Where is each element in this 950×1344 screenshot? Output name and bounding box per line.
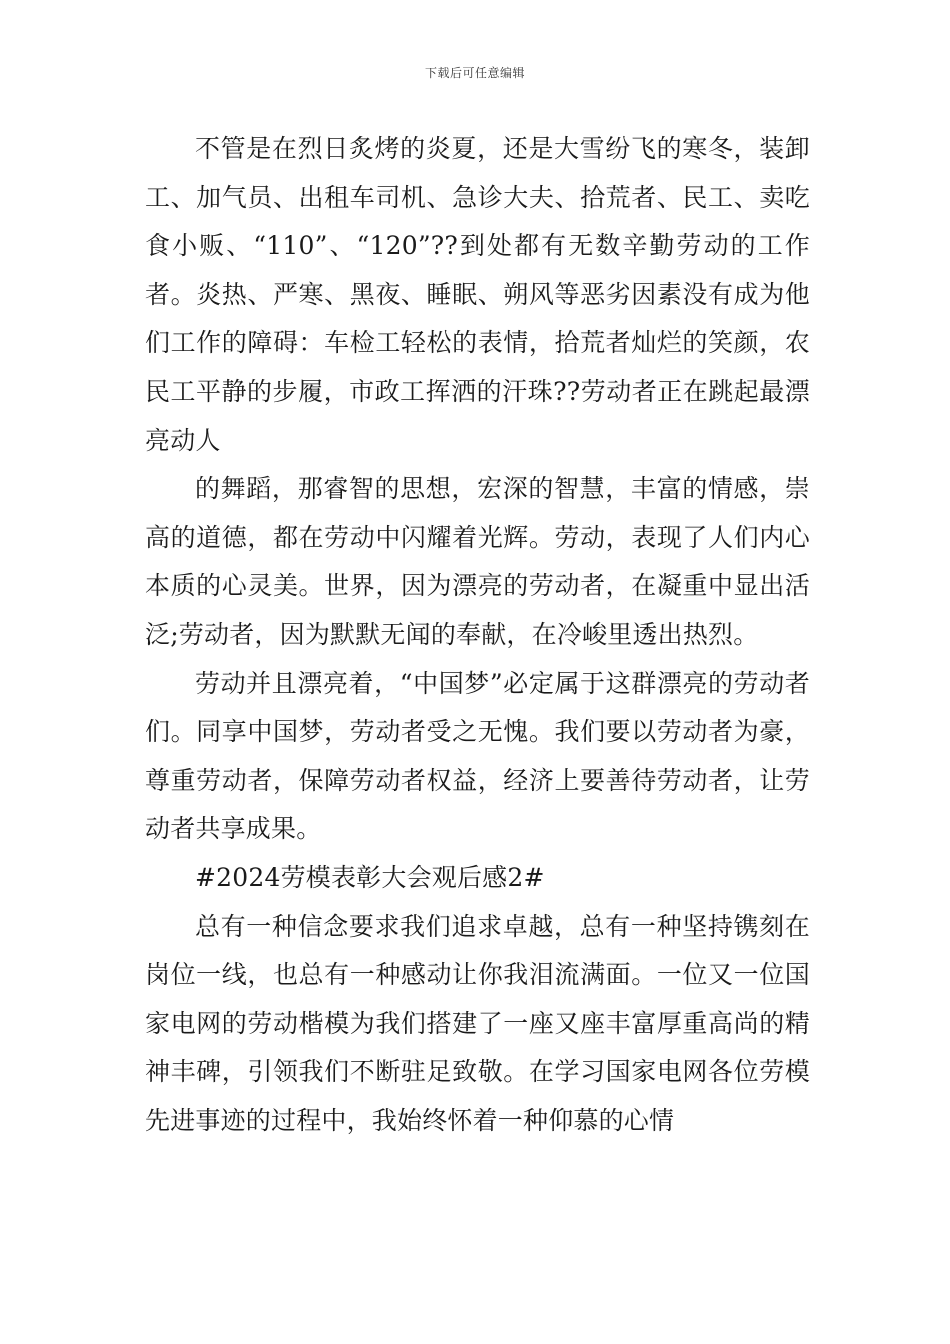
paragraph-3: 劳动并且漂亮着，“中国梦”必定属于这群漂亮的劳动者们。同享中国梦，劳动者受之无愧。我们要以劳动者为豪，尊重劳动者，保障劳动者权益，经济上要善待劳动者，让劳动者共享成果。 <box>145 668 810 844</box>
paragraph-4: 总有一种信念要求我们追求卓越，总有一种坚持镌刻在岗位一线，也总有一种感动让你我泪流满面。一位又一位国家电网的劳动楷模为我们搭建了一座又座丰富厚重高尚的精神丰碑，引领我们不断驻足致敬。在学习国家电网各位劳模先进事迹的过程中，我始终怀着一种仰慕的心情 <box>145 911 810 1135</box>
paragraph-1: 不管是在烈日炙烤的炎夏，还是大雪纷飞的寒冬，装卸工、加气员、出租车司机、急诊大夫、拾荒者、民工、卖吃食小贩、“110”、“120”??到处都有无数辛勤劳动的工作者。炎热、严寒、黑夜、睡眠、朔风等恶劣因素没有成为他们工作的障碍：车检工轻松的表情，拾荒者灿烂的笑颜，农民工平静的步履，市政工挥洒的汗珠??劳动者正在跳起最漂亮动人 <box>145 134 810 455</box>
document-body <box>145 125 810 1145</box>
page-header: 下载后可任意编辑 <box>424 66 525 80</box>
paragraph-2: 的舞蹈，那睿智的思想，宏深的智慧，丰富的情感，崇高的道德，都在劳动中闪耀着光辉。劳动，表现了人们内心本质的心灵美。世界，因为漂亮的劳动者，在凝重中显出活泛;劳动者，因为默默无闻的奉献，在冷峻里透出热烈。 <box>145 474 810 649</box>
section-heading: #2024劳模表彰大会观后感2# <box>195 862 545 892</box>
